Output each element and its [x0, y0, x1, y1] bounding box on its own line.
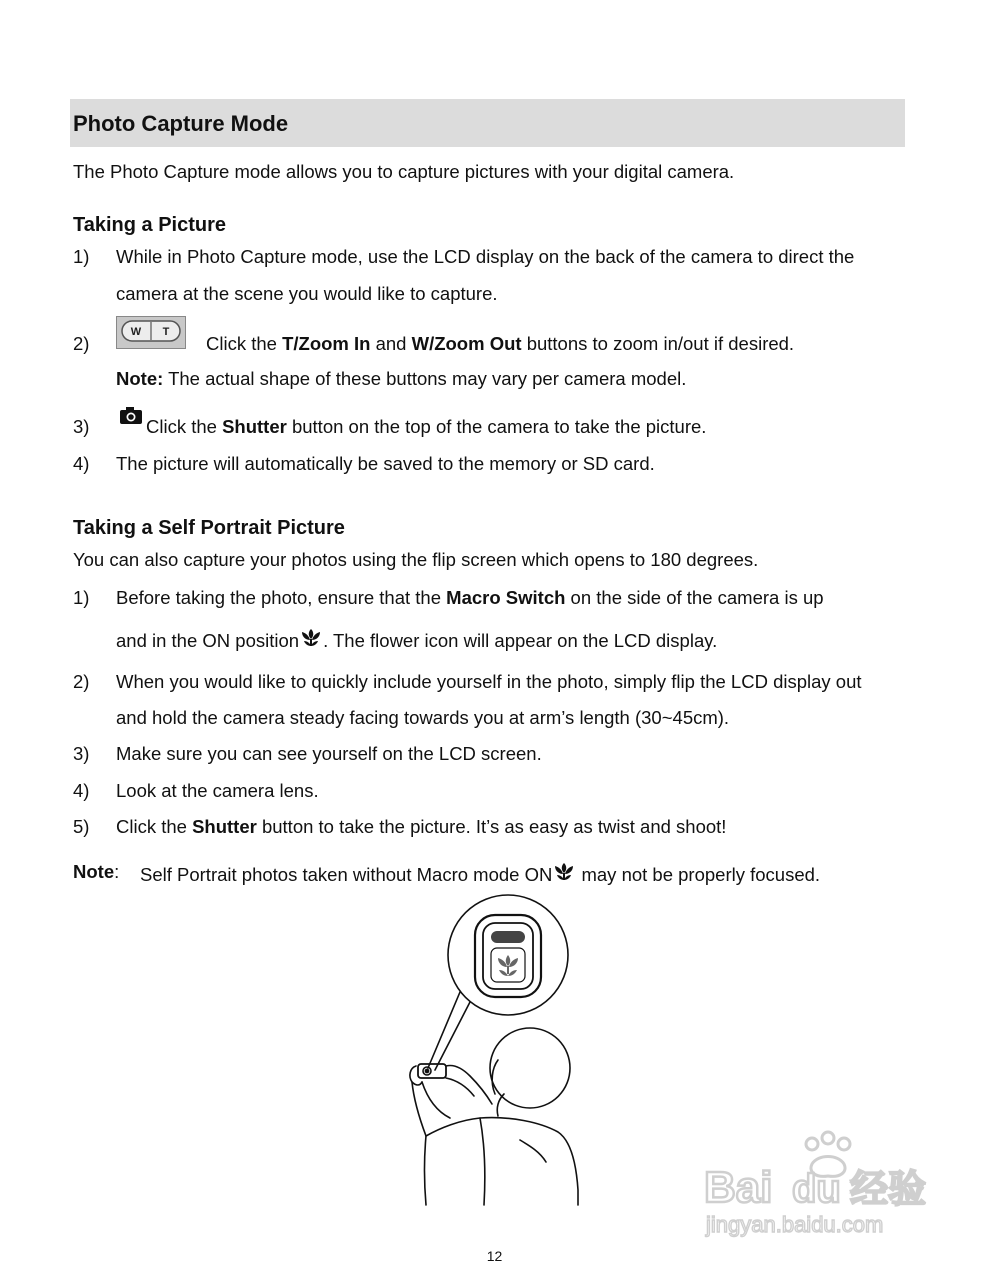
taking-picture-heading: Taking a Picture	[73, 214, 227, 236]
step-number: 3)	[73, 416, 90, 437]
self-portrait-illustration	[380, 890, 600, 1210]
zoom-buttons-icon	[116, 316, 186, 349]
step-text: The picture will automatically be saved to the memory or SD card.	[116, 453, 655, 474]
step-text: Click the Shutter button to take the picture. It’s as easy as twist and shoot!	[116, 816, 727, 837]
step-text: While in Photo Capture mode, use the LCD display on the back of the camera to direct the	[116, 246, 855, 267]
watermark-brand: Bai	[704, 1163, 773, 1212]
note-text: Self Portrait photos taken without Macro mode ON may not be properly focused.	[140, 861, 820, 886]
camera-icon	[120, 407, 142, 424]
page-number: 12	[486, 1248, 503, 1264]
step-number: 5)	[73, 816, 90, 837]
step-text: When you would like to quickly include yourself in the photo, simply flip the LCD display out	[116, 671, 862, 692]
step-number: 3)	[73, 743, 90, 764]
note-text: Note:	[73, 861, 120, 882]
self-portrait-heading: Taking a Self Portrait Picture	[73, 517, 345, 539]
zoom-t-label: T	[162, 326, 170, 338]
self-portrait-intro: You can also capture your photos using the flip screen which opens to 180 degrees.	[73, 549, 759, 570]
zoom-w-label: W	[130, 326, 142, 338]
step-text: Make sure you can see yourself on the LCD screen.	[116, 743, 542, 764]
step-text: camera at the scene you would like to capture.	[116, 283, 498, 304]
baidu-watermark	[700, 1130, 940, 1240]
section-intro: The Photo Capture mode allows you to capture pictures with your digital camera.	[73, 161, 735, 182]
step-number: 1)	[73, 587, 90, 608]
section-title: Photo Capture Mode	[73, 111, 289, 136]
macro-flower-icon	[552, 861, 576, 883]
step-text: Look at the camera lens.	[116, 780, 319, 801]
step-text: Click the Shutter button on the top of the camera to take the picture.	[146, 416, 707, 437]
note-text: Note: The actual shape of these buttons may vary per camera model.	[116, 368, 687, 389]
step-number: 2)	[73, 333, 90, 354]
step-number: 4)	[73, 453, 90, 474]
step-number: 4)	[73, 780, 90, 801]
step-number: 2)	[73, 671, 90, 692]
step-text: and in the ON position . The flower icon will appear on the LCD display.	[116, 627, 717, 652]
watermark-cn: 经验	[850, 1167, 927, 1211]
step-text: Click the T/Zoom In and W/Zoom Out buttons to zoom in/out if desired.	[206, 333, 795, 354]
macro-flower-icon	[299, 627, 323, 649]
step-number: 1)	[73, 246, 90, 267]
watermark-url: jingyan.baidu.com	[706, 1212, 884, 1237]
watermark-brand-du: du	[792, 1167, 841, 1211]
step-text: Before taking the photo, ensure that the Macro Switch on the side of the camera is up	[116, 587, 824, 608]
step-text: and hold the camera steady facing towards you at arm’s length (30~45cm).	[116, 707, 730, 728]
